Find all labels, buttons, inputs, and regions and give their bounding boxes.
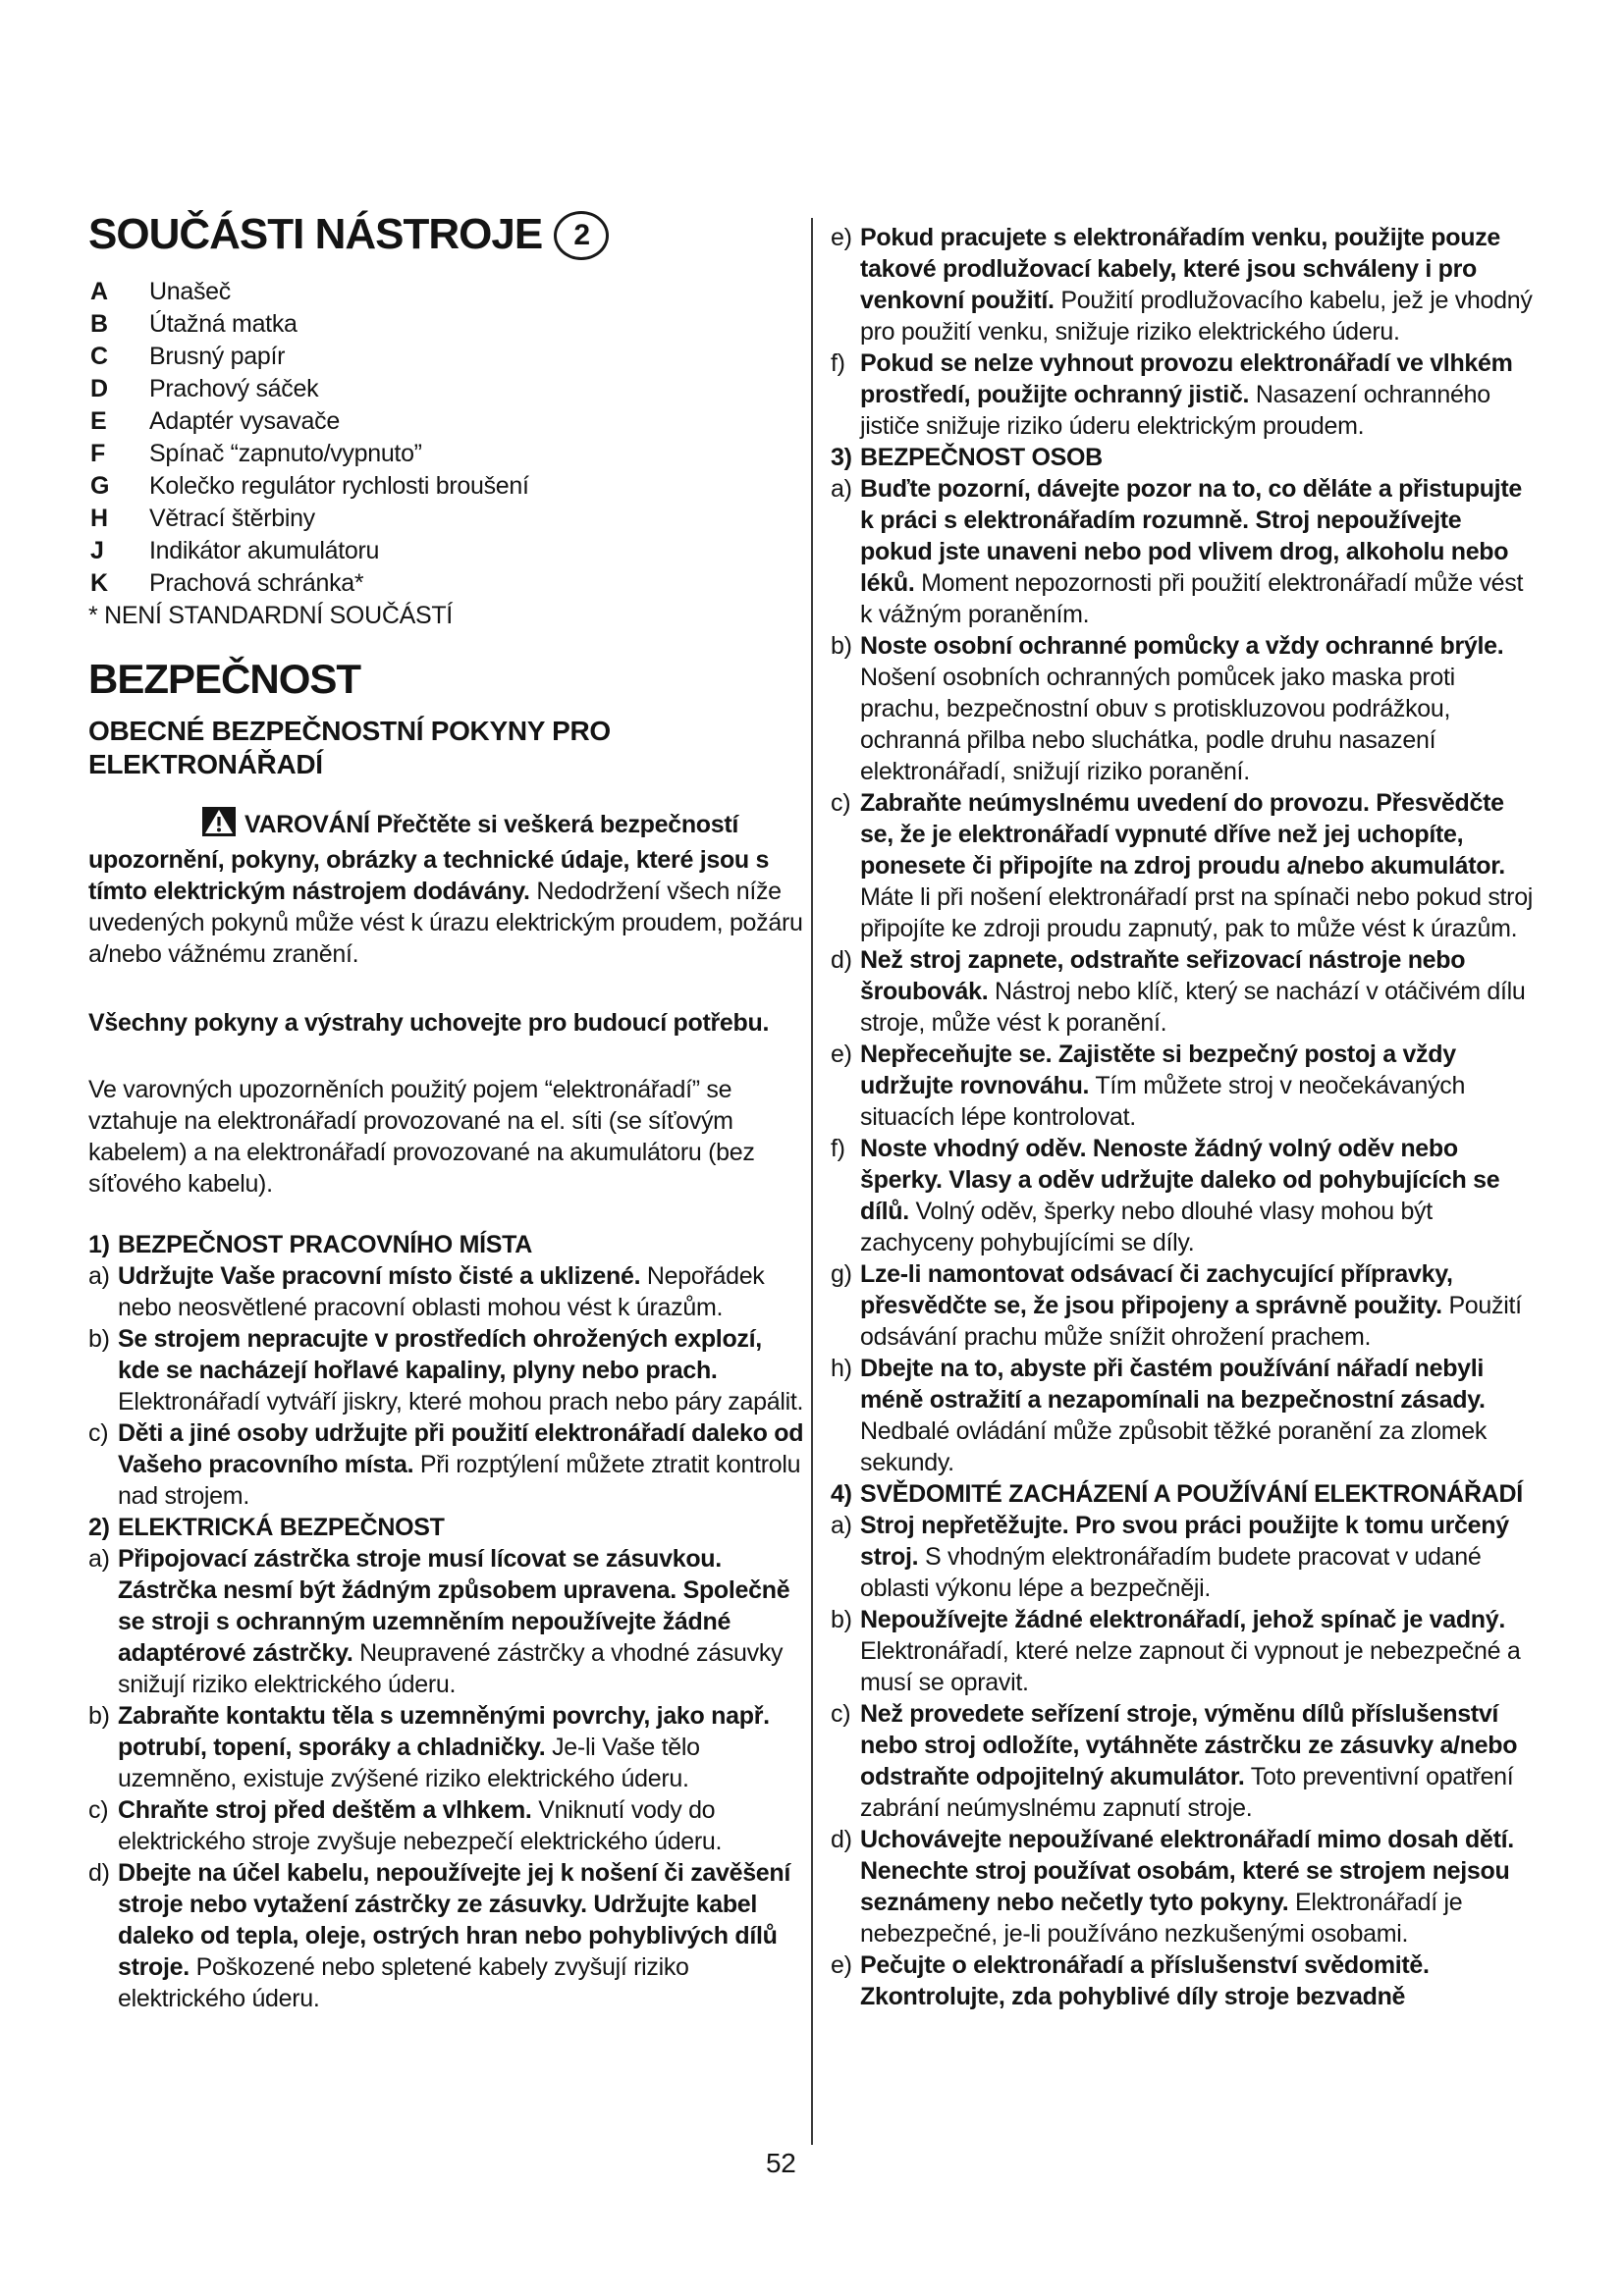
safety-rule-item xyxy=(831,787,1540,944)
item-bold-text: Pečujte o elektronářadí a příslušenství svědomitě. Zkontrolujte, zda pohyblivé díly stroje bezvadně xyxy=(860,1951,1430,2010)
right-column xyxy=(831,222,1540,2012)
part-letter: H xyxy=(90,505,108,532)
item-letter: b) xyxy=(88,1702,110,1730)
section-2-items xyxy=(88,1543,809,2014)
item-letter: c) xyxy=(831,1700,851,1728)
item-letter: c) xyxy=(831,789,851,817)
part-label: Prachová schránka* xyxy=(149,569,364,597)
item-bold-text: Pokud se nelze vyhnout provozu elektronářadí ve vlhkém prostředí, použijte ochranný jistič. xyxy=(860,349,1513,408)
item-bold-text: Pokud pracujete s elektronářadím venku, použijte pouze takové prodlužovací kabely, které jsou schváleny i pro venkovní použití. xyxy=(860,224,1501,314)
item-letter: e) xyxy=(831,1041,852,1068)
item-letter: a) xyxy=(88,1545,110,1573)
term-definition-paragraph: Ve varovných upozorněních použitý pojem “elektronářadí” se vztahuje na elektronářadí provozované na el. síti (se síťovým kabelem) a na elektronářadí provozované na akumulátoru (bez síťového kabelu). xyxy=(88,1076,755,1198)
parts-title-text: SOUČÁSTI NÁSTROJE xyxy=(88,210,543,258)
item-letter: a) xyxy=(831,475,852,503)
item-letter: h) xyxy=(831,1355,852,1382)
parts-list-item xyxy=(88,535,809,567)
item-rest-text: Použití prodlužovacího kabelu, jež je vhodný pro použití venku, snižuje riziko elektrického úderu. xyxy=(860,287,1533,346)
parts-list-item xyxy=(88,276,809,308)
part-label: Větrací štěrbiny xyxy=(149,505,315,532)
parts-list-item xyxy=(88,438,809,470)
warning-bold-text: Přečtěte si veškerá bezpečností upozornění, pokyny, obrázky a technické údaje, které jsou s tímto elektrickým nástrojem dodávány. xyxy=(88,811,770,905)
part-label: Unašeč xyxy=(149,278,231,305)
item-bold-text: Zabraňte kontaktu těla s uzemněnými povrchy, jako např. potrubí, topení, sporáky a chladničky. xyxy=(118,1702,770,1761)
part-letter: K xyxy=(90,569,108,597)
safety-rule-item xyxy=(831,1824,1540,1949)
safety-rule-item xyxy=(831,473,1540,630)
part-letter: G xyxy=(90,472,110,500)
section-3-heading xyxy=(831,442,1540,473)
section-2-continued-items xyxy=(831,222,1540,442)
safety-rule-item xyxy=(88,1417,809,1512)
safety-rule-item xyxy=(88,1323,809,1417)
part-label: Adaptér vysavače xyxy=(149,407,340,435)
section-4-number: 4) xyxy=(831,1480,852,1508)
section-4-title: SVĚDOMITÉ ZACHÁZENÍ A POUŽÍVÁNÍ ELEKTRONÁŘADÍ xyxy=(860,1480,1523,1508)
item-letter: e) xyxy=(831,1951,852,1979)
section-1-number: 1) xyxy=(88,1231,110,1258)
parts-list-item xyxy=(88,567,809,600)
parts-list-item xyxy=(88,341,809,373)
item-bold-text: Buďte pozorní, dávejte pozor na to, co děláte a přistupujte k práci s elektronářadím rozumně. Stroj nepoužívejte pokud jste unaveni nebo pod vlivem drog, alkoholu nebo léků. xyxy=(860,475,1522,597)
item-letter: e) xyxy=(831,224,852,251)
safety-rule-item xyxy=(831,630,1540,787)
circled-2-badge xyxy=(554,211,609,260)
item-letter: b) xyxy=(831,632,852,660)
item-rest-text: Poškozené nebo spletené kabely zvyšují riziko elektrického úderu. xyxy=(118,1953,689,2012)
left-column xyxy=(88,210,809,2014)
item-rest-text: Nošení osobních ochranných pomůcek jako maska proti prachu, bezpečnostní obuv s protiskluzovou podrážkou, ochranná přilba nebo sluchátka, podle druhu nasazení elektronářadí, snižují riziko poranění. xyxy=(860,664,1455,785)
item-letter: g) xyxy=(831,1260,852,1288)
item-letter: d) xyxy=(88,1859,110,1887)
safety-rule-item xyxy=(88,1857,809,2014)
safety-rule-item xyxy=(831,1258,1540,1353)
section-1-items xyxy=(88,1260,809,1512)
section-1-heading xyxy=(88,1229,809,1260)
item-bold-text: Noste osobní ochranné pomůcky a vždy ochranné brýle. xyxy=(860,632,1504,660)
warning-paragraph xyxy=(88,807,809,970)
item-rest-text: Při rozptýlení můžete ztratit kontrolu nad strojem. xyxy=(118,1451,801,1510)
part-label: Útažná matka xyxy=(149,310,298,338)
section-3-items xyxy=(831,473,1540,1478)
item-bold-text: Dbejte na účel kabelu, nepoužívejte jej k nošení či zavěšení stroje nebo vytažení zástrčky ze zásuvky. Udržujte kabel daleko od tepla, oleje, ostrých hran nebo pohyblivých dílů stroje. xyxy=(118,1859,791,1981)
item-bold-text: Se strojem nepracujte v prostředích ohrožených explozí, kde se nacházejí hořlavé kapaliny, plyny nebo prach. xyxy=(118,1325,762,1384)
item-bold-text: Stroj nepřetěžujte. Pro svou práci použijte k tomu určený stroj. xyxy=(860,1512,1509,1571)
item-letter: b) xyxy=(831,1606,852,1633)
parts-list-item xyxy=(88,470,809,503)
item-rest-text: Tím můžete stroj v neočekávaných situacích lépe kontrolovat. xyxy=(860,1072,1466,1131)
keep-instructions-note: Všechny pokyny a výstrahy uchovejte pro budoucí potřebu. xyxy=(88,1009,770,1037)
part-label: Brusný papír xyxy=(149,343,286,370)
item-rest-text: S vhodným elektronářadím budete pracovat v udané oblasti výkonu lépe a bezpečněji. xyxy=(860,1543,1482,1602)
item-bold-text: Uchovávejte nepoužívané elektronářadí mimo dosah dětí. Nenechte stroj používat osobám, které se strojem nejsou seznámeny nebo nečetly tyto pokyny. xyxy=(860,1826,1514,1916)
part-label: Kolečko regulátor rychlosti broušení xyxy=(149,472,529,500)
section-4-items xyxy=(831,1510,1540,2012)
part-label: Spínač “zapnuto/vypnuto” xyxy=(149,440,422,467)
item-bold-text: Nepřeceňujte se. Zajistěte si bezpečný postoj a vždy udržujte rovnováhu. xyxy=(860,1041,1456,1099)
item-letter: f) xyxy=(831,349,845,377)
item-bold-text: Dbejte na to, abyste při častém používání nářadí nebyli méně ostražití a nezapomínali na bezpečnostní zásady. xyxy=(860,1355,1486,1414)
item-rest-text: Nepořádek nebo neosvětlené pracovní oblasti mohou vést k úrazům. xyxy=(118,1262,765,1321)
item-letter: f) xyxy=(831,1135,845,1162)
section-2-number: 2) xyxy=(88,1514,110,1541)
item-rest-text: Neupravené zástrčky a vhodné zásuvky snižují riziko elektrického úderu. xyxy=(118,1639,784,1698)
item-rest-text: Máte li při nošení elektronářadí prst na spínači nebo pokud stroj připojíte ke zdroji proudu zapnutý, pak to může vést k úrazům. xyxy=(860,883,1534,942)
parts-list-item xyxy=(88,308,809,341)
item-bold-text: Děti a jiné osoby udržujte při použití elektronářadí daleko od Vašeho pracovního místa. xyxy=(118,1419,804,1478)
item-rest-text: Nástroj nebo klíč, který se nachází v otáčivém dílu stroje, může vést k poranění. xyxy=(860,978,1526,1037)
item-letter: c) xyxy=(88,1419,109,1447)
item-rest-text: Moment nepozornosti při použití elektronářadí může vést k vážným poraněním. xyxy=(860,569,1524,628)
parts-list-item xyxy=(88,373,809,405)
item-bold-text: Než stroj zapnete, odstraňte seřizovací nástroje nebo šroubovák. xyxy=(860,946,1466,1005)
safety-rule-item xyxy=(831,222,1540,347)
part-label: Prachový sáček xyxy=(149,375,319,402)
part-letter: F xyxy=(90,440,105,467)
item-bold-text: Noste vhodný oděv. Nenoste žádný volný oděv nebo šperky. Vlasy a oděv udržujte daleko od pohybujících se dílů. xyxy=(860,1135,1500,1225)
item-rest-text: Elektronářadí, které nelze zapnout či vypnout je nebezpečné a musí se opravit. xyxy=(860,1637,1521,1696)
safety-rule-item xyxy=(88,1543,809,1700)
item-bold-text: Zabraňte neúmyslnému uvedení do provozu. Přesvědčte se, že je elektronářadí vypnuté dříve než jej uchopíte, ponesete či připojíte na zdroj proudu a/nebo akumulátor. xyxy=(860,789,1505,880)
part-letter: C xyxy=(90,343,108,370)
section-2-title: ELEKTRICKÁ BEZPEČNOST xyxy=(118,1514,445,1541)
column-divider xyxy=(811,218,813,2145)
safety-rule-item xyxy=(831,1039,1540,1133)
safety-title: BEZPEČNOST xyxy=(88,656,361,702)
section-4-heading xyxy=(831,1478,1540,1510)
parts-list xyxy=(88,276,809,600)
warning-label: VAROVÁNÍ xyxy=(244,811,370,838)
safety-rule-item xyxy=(88,1700,809,1794)
parts-note: * NENÍ STANDARDNÍ SOUČÁSTÍ xyxy=(88,602,453,629)
figure-number: 2 xyxy=(573,219,590,251)
parts-list-item xyxy=(88,503,809,535)
item-rest-text: Volný oděv, šperky nebo dlouhé vlasy mohou být zachyceny pohybujícími se díly. xyxy=(860,1198,1433,1256)
section-3-title: BEZPEČNOST OSOB xyxy=(860,444,1103,471)
safety-rule-item xyxy=(831,1604,1540,1698)
item-letter: d) xyxy=(831,1826,852,1853)
item-bold-text: Chraňte stroj před deštěm a vlhkem. xyxy=(118,1796,532,1824)
parts-title xyxy=(88,210,809,260)
item-rest-text: Použití odsávání prachu může snížit ohrožení prachem. xyxy=(860,1292,1522,1351)
safety-rule-item xyxy=(831,1133,1540,1258)
safety-rule-item xyxy=(88,1794,809,1857)
item-rest-text: Toto preventivní opatření zabrání neúmyslnému zapnutí stroje. xyxy=(860,1763,1514,1822)
safety-rule-item xyxy=(831,944,1540,1039)
item-rest-text: Vniknutí vody do elektrického stroje zvyšuje nebezpečí elektrického úderu. xyxy=(118,1796,723,1855)
item-bold-text: Lze-li namontovat odsávací či zachycující přípravky, přesvědčte se, že jsou připojeny a správně použity. xyxy=(860,1260,1453,1319)
safety-rule-item xyxy=(88,1260,809,1323)
warning-icon xyxy=(145,807,236,844)
safety-subtitle: OBECNÉ BEZPEČNOSTNÍ POKYNY PRO ELEKTRONÁŘADÍ xyxy=(88,716,611,779)
part-letter: A xyxy=(90,278,108,305)
item-rest-text: Elektronářadí je nebezpečné, je-li používáno nezkušenými osobami. xyxy=(860,1889,1463,1948)
item-bold-text: Než provedete seřízení stroje, výměnu dílů příslušenství nebo stroj odložíte, vytáhněte zástrčku ze zásuvky a/nebo odstraňte odpojitelný akumulátor. xyxy=(860,1700,1518,1790)
section-2-heading xyxy=(88,1512,809,1543)
item-bold-text: Připojovací zástrčka stroje musí lícovat se zásuvkou. Zástrčka nesmí být žádným způsobem upravena. Společně se stroji s ochranným uzemněním nepoužívejte žádné adaptérové zástrčky. xyxy=(118,1545,790,1667)
item-bold-text: Udržujte Vaše pracovní místo čisté a uklizené. xyxy=(118,1262,641,1290)
section-1-title: BEZPEČNOST PRACOVNÍHO MÍSTA xyxy=(118,1231,533,1258)
item-letter: c) xyxy=(88,1796,109,1824)
part-letter: E xyxy=(90,407,107,435)
safety-rule-item xyxy=(831,1510,1540,1604)
safety-rule-item xyxy=(831,1353,1540,1478)
part-letter: J xyxy=(90,537,104,564)
item-rest-text: Nasazení ochranného jističe snižuje riziko úderu elektrickým proudem. xyxy=(860,381,1490,440)
part-label: Indikátor akumulátoru xyxy=(149,537,380,564)
safety-rule-item xyxy=(831,1949,1540,2012)
item-bold-text: Nepoužívejte žádné elektronářadí, jehož spínač je vadný. xyxy=(860,1606,1506,1633)
safety-rule-item xyxy=(831,347,1540,442)
item-letter: a) xyxy=(88,1262,110,1290)
section-3-number: 3) xyxy=(831,444,852,471)
parts-list-item xyxy=(88,405,809,438)
item-rest-text: Nedbalé ovládání může způsobit těžké poranění za zlomek sekundy. xyxy=(860,1417,1488,1476)
part-letter: B xyxy=(90,310,108,338)
safety-rule-item xyxy=(831,1698,1540,1824)
item-letter: b) xyxy=(88,1325,110,1353)
item-rest-text: Je-li Vaše tělo uzemněno, existuje zvýšené riziko elektrického úderu. xyxy=(118,1734,700,1792)
page-number: 52 xyxy=(766,2148,796,2178)
item-rest-text: Elektronářadí vytváří jiskry, které mohou prach nebo páry zapálit. xyxy=(118,1388,804,1415)
item-letter: a) xyxy=(831,1512,852,1539)
part-letter: D xyxy=(90,375,108,402)
item-letter: d) xyxy=(831,946,852,974)
warning-rest-text: Nedodržení všech níže uvedených pokynů může vést k úrazu elektrickým proudem, požáru a/nebo vážnému zranění. xyxy=(88,878,803,968)
